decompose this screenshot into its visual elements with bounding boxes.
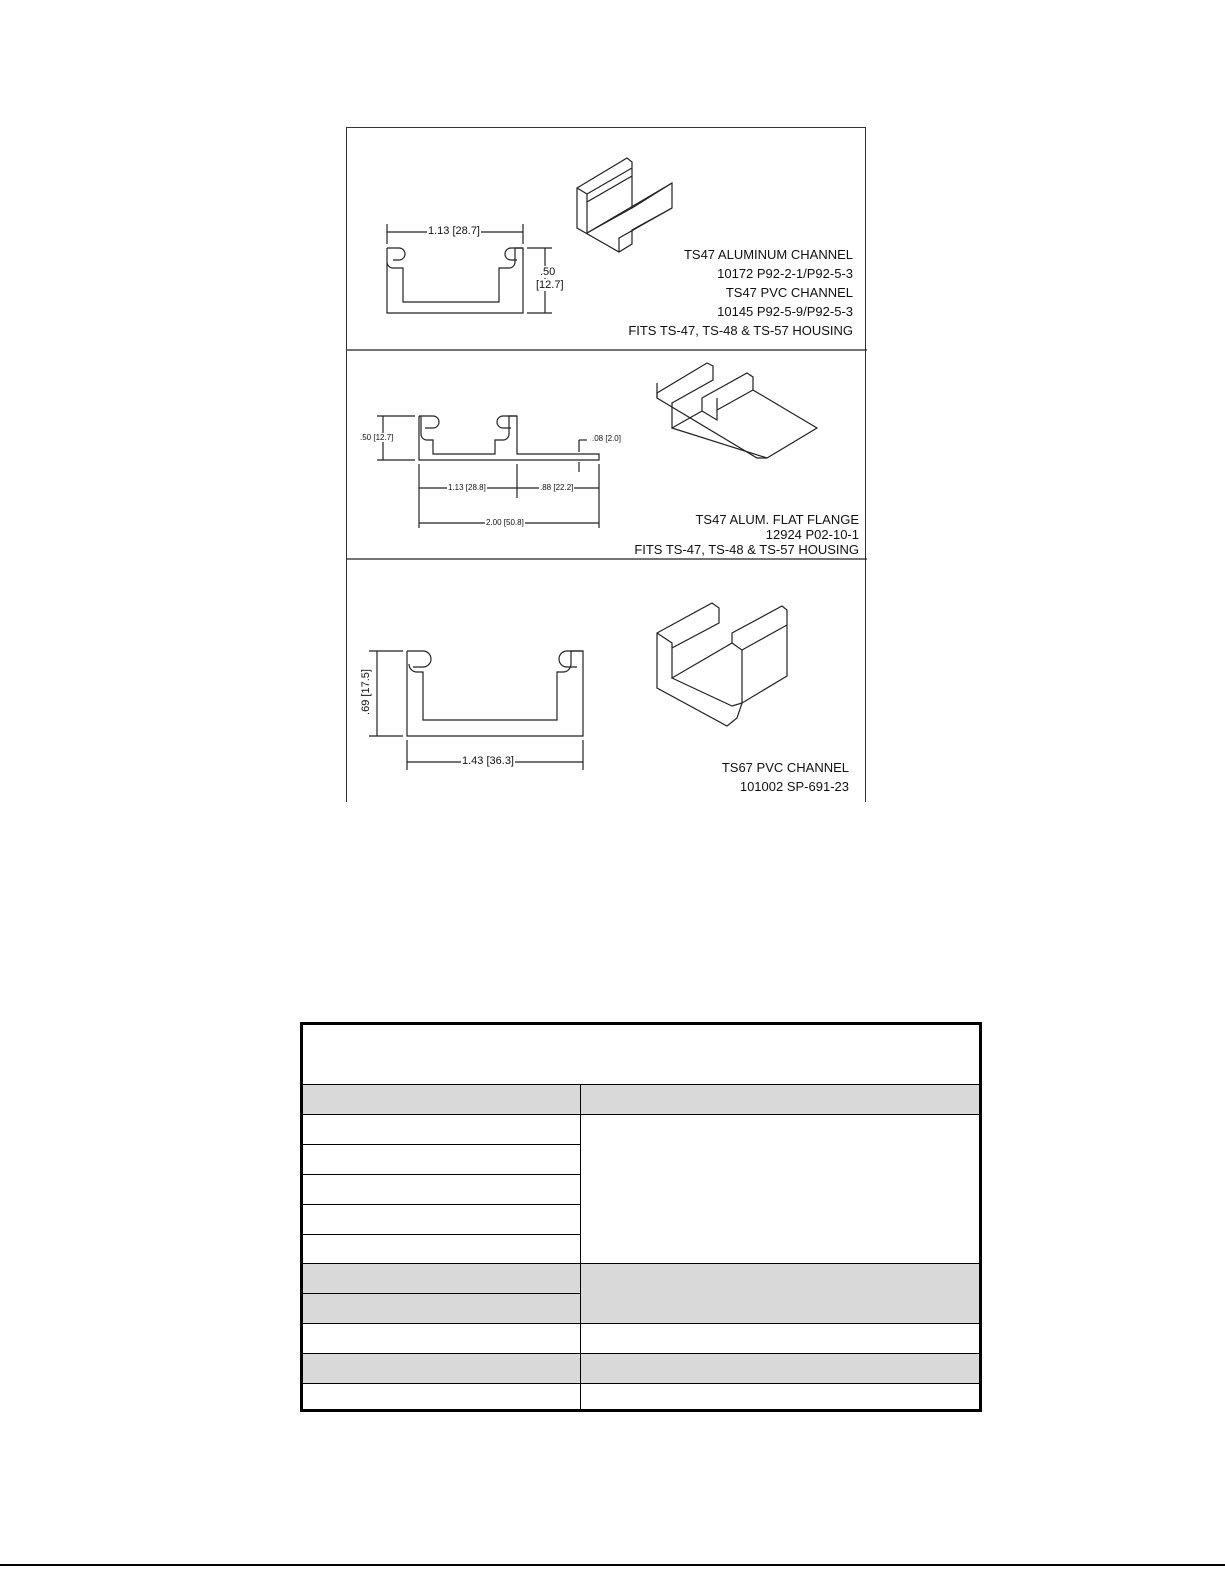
table-row bbox=[303, 1234, 580, 1263]
label-line: TS47 PVC CHANNEL bbox=[725, 285, 853, 300]
technical-drawing bbox=[347, 128, 867, 803]
dim-thickness: .08 [2.0] bbox=[592, 434, 621, 443]
table-row-shaded bbox=[303, 1353, 979, 1383]
dim-overall: 2.00 [50.8] bbox=[486, 518, 524, 527]
dim-width: 1.13 [28.7] bbox=[428, 225, 480, 237]
label-line: 12924 P02-10-1 bbox=[765, 527, 859, 542]
label-line: FITS TS-47, TS-48 & TS-57 HOUSING bbox=[628, 323, 853, 338]
label-line: FITS TS-47, TS-48 & TS-57 HOUSING bbox=[634, 542, 859, 557]
table-row bbox=[303, 1174, 580, 1204]
dim-width: 1.43 [36.3] bbox=[462, 755, 514, 767]
dim-height: .69 [17.5] bbox=[359, 669, 372, 715]
table-header-row bbox=[303, 1084, 979, 1114]
table-column-divider bbox=[580, 1084, 581, 1409]
flange-profile bbox=[419, 416, 599, 460]
table-row bbox=[303, 1323, 979, 1353]
panel1-labels bbox=[628, 245, 853, 340]
dim-height-mm: [12.7] bbox=[536, 279, 564, 291]
label-line: TS47 ALUM. FLAT FLANGE bbox=[695, 512, 859, 527]
panel3-labels bbox=[722, 758, 849, 796]
table-merged-cell bbox=[580, 1114, 979, 1263]
iso-flange bbox=[657, 363, 817, 458]
dim-channel-width: 1.13 [28.8] bbox=[448, 483, 486, 492]
footer-rule bbox=[0, 1564, 1225, 1566]
dim-height-in: .50 bbox=[540, 266, 556, 278]
table-row bbox=[303, 1144, 580, 1174]
label-line: TS47 ALUMINUM CHANNEL bbox=[683, 247, 853, 262]
table-row bbox=[303, 1204, 580, 1234]
label-line: 10145 P92-5-9/P92-5-3 bbox=[717, 304, 853, 319]
label-line: 101002 SP-691-23 bbox=[739, 779, 849, 794]
label-line: 10172 P92-2-1/P92-5-3 bbox=[717, 266, 853, 281]
dim-height: .50 [12.7] bbox=[360, 433, 394, 442]
drawing-sheet bbox=[346, 127, 866, 802]
panel2-labels bbox=[634, 512, 859, 557]
label-line: TS67 PVC CHANNEL bbox=[721, 760, 849, 775]
spec-table bbox=[300, 1022, 982, 1412]
table-row bbox=[303, 1114, 580, 1144]
table-row-divider bbox=[303, 1293, 580, 1294]
table-row bbox=[303, 1383, 979, 1409]
channel-profile-1 bbox=[387, 248, 523, 313]
iso-channel-3 bbox=[657, 603, 787, 726]
channel-profile-3 bbox=[407, 651, 583, 736]
iso-channel-1 bbox=[577, 158, 672, 252]
dim-flange-width: .88 [22.2] bbox=[540, 483, 574, 492]
